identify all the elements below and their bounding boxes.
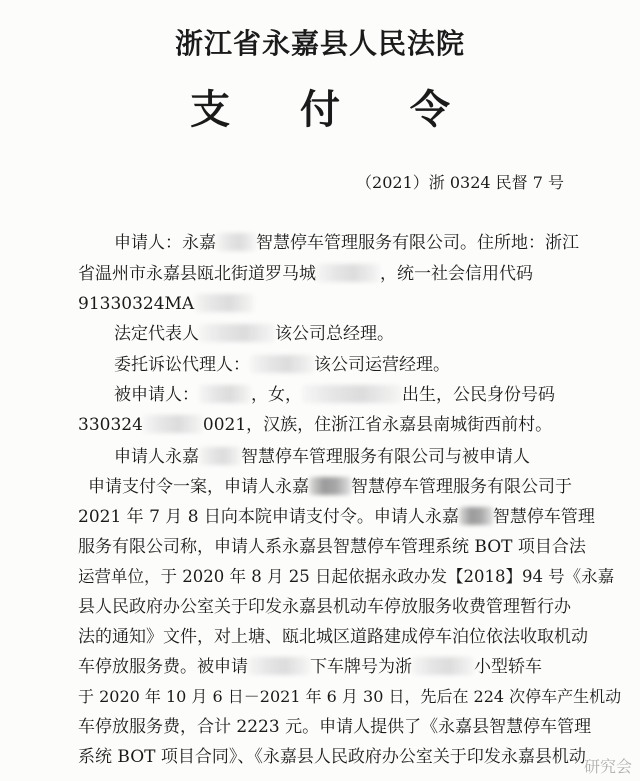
redaction-blur [309,477,351,495]
text-segment: 智慧停车管理服务有限公司。住所地：浙江 [256,233,579,253]
body-line-agent [114,354,450,376]
text-segment: 法的通知》文件，对上塘、瓯北城区道路建成停车泊位依法收取机动 [78,627,588,647]
text-segment: 委托诉讼代理人： [114,355,250,375]
text-segment: 0021，汉族，住浙江省永嘉县南城街西前村。 [202,415,553,435]
redaction-blur [194,294,254,312]
court-name: 浙江省永嘉县人民法院 [174,27,465,60]
body-line-applicant [114,232,579,254]
text-segment: 被申请人： [114,385,199,405]
body-line-id-number [78,414,552,436]
text-segment: 出生，公民身份号码 [402,385,555,405]
redaction-blur [199,385,251,403]
redaction-blur [459,507,493,525]
text-segment: 智慧停车管理服务有限公司于 [351,477,572,497]
body-line [78,506,595,528]
redaction-blur [316,264,380,282]
redaction-blur [143,415,203,433]
text-segment: 该公司总经理。 [275,324,394,344]
redaction-blur [412,657,474,675]
text-segment: 91330324MA [78,294,195,314]
body-line [78,686,621,708]
text-segment: 智慧停车管理 [492,507,595,527]
body-line-plate [78,656,542,678]
text-segment: 申请支付令一案，申请人永嘉 [88,477,309,497]
document-type-title: 支 付 令 [190,87,478,133]
redaction-blur [248,657,310,675]
body-line [78,536,586,558]
redaction-blur [250,355,314,373]
body-line-legal-representative [114,323,394,345]
body-line-address [78,263,533,285]
redaction-blur [216,233,256,251]
body-line [78,566,614,588]
body-line [78,746,586,768]
text-segment: 2021 年 7 月 8 日向本院申请支付令。申请人永嘉 [78,507,459,527]
body-line [78,626,588,648]
text-segment: 于 2020 年 10 月 6 日－2021 年 6 月 30 日，先后在 224 次停车产生机动 [78,687,622,706]
body-line-credit-code [78,293,254,315]
text-segment: 申请人：永嘉 [114,233,216,253]
text-segment: 运营单位，于 2020 年 8 月 25 日起依据永政办发【2018】94 号《永嘉 [78,567,615,586]
body-line [78,596,571,618]
case-number: （2021）浙 0324 民督 7 号 [356,173,564,192]
text-segment: 申请人永嘉 [114,447,199,467]
watermark: 研究会 [583,757,632,776]
text-segment: 该公司运营经理。 [314,355,450,375]
text-segment: 下车牌号为浙 [310,657,412,677]
text-segment: 省温州市永嘉县瓯北街道罗马城 [78,264,316,284]
text-segment: 系统 BOT 项目合同》、《永嘉县人民政府办公室关于印发永嘉县机动 [78,747,586,767]
body-line [78,716,591,738]
body-line-case-intro [114,446,530,468]
text-segment: ，女， [251,385,302,405]
body-line [88,476,572,498]
text-segment: 小型轿车 [474,657,542,677]
text-segment: 智慧停车管理服务有限公司与被申请人 [241,447,530,467]
text-segment: 车停放服务费。被申请 [78,657,248,677]
text-segment: 服务有限公司称，申请人系永嘉县智慧停车管理系统 BOT 项目合法 [78,537,586,557]
text-segment: 车停放服务费，合计 2223 元。申请人提供了《永嘉县智慧停车管理 [78,717,592,737]
redaction-blur [302,385,402,403]
redaction-blur [199,447,241,465]
text-segment: 330324 [78,415,143,435]
body-line-respondent [114,384,555,406]
redaction-blur [199,324,275,342]
text-segment: ，统一社会信用代码 [380,264,533,284]
text-segment: 法定代表人 [114,324,199,344]
text-segment: 县人民政府办公室关于印发永嘉县机动车停放服务收费管理暂行办 [78,597,571,617]
